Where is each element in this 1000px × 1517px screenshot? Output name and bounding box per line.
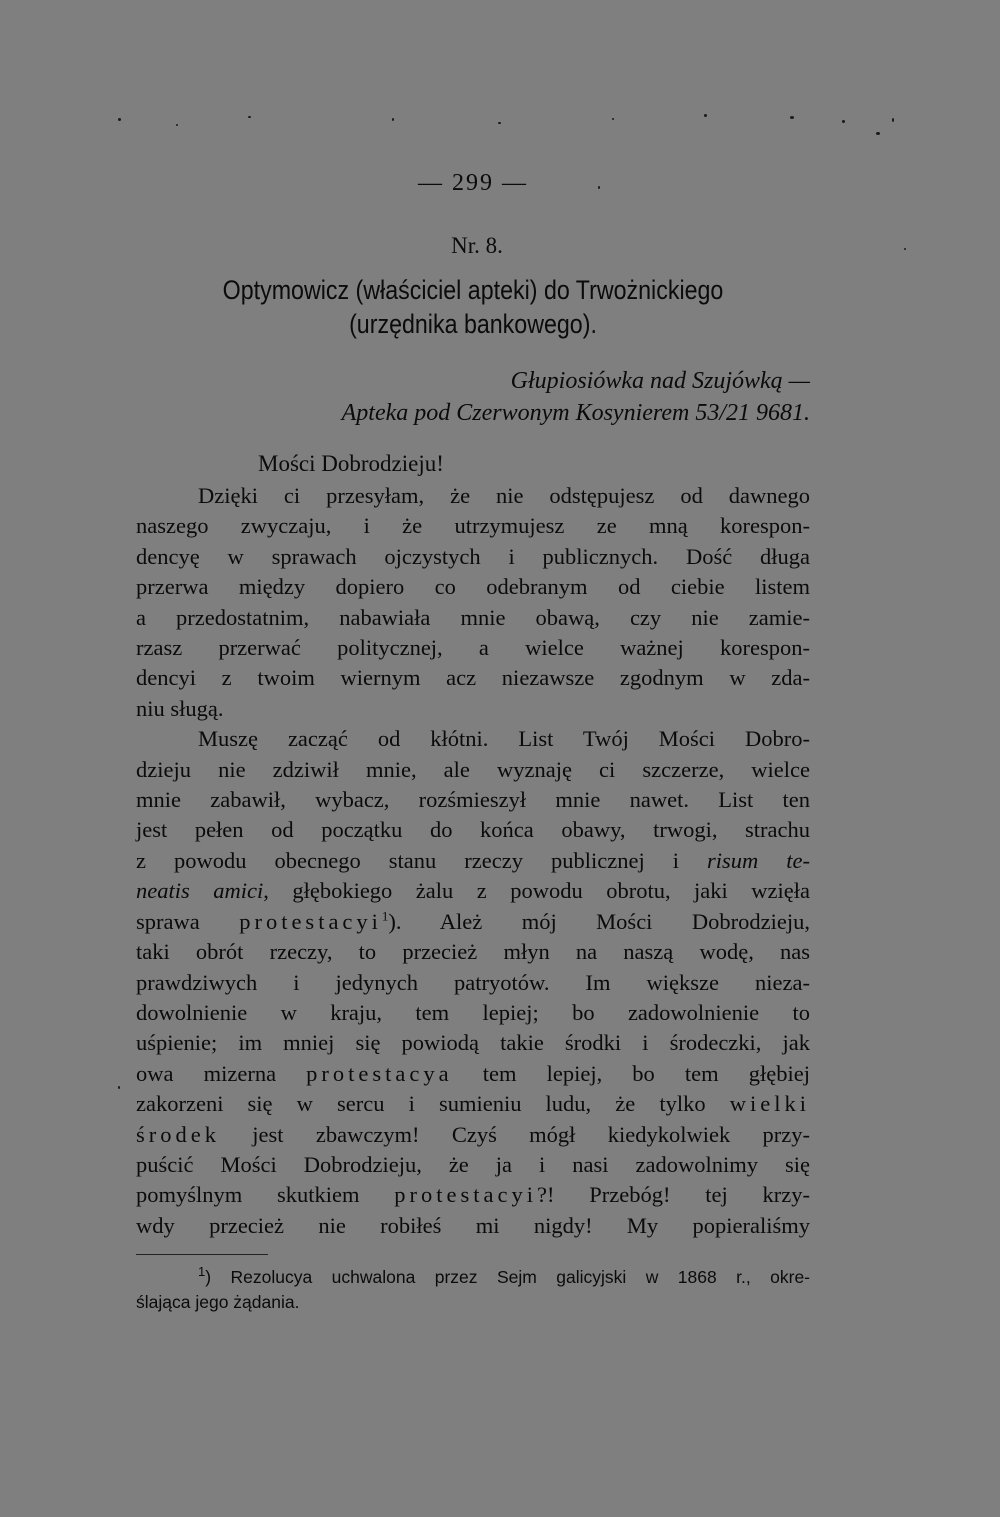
paragraph-line <box>136 907 810 937</box>
text-run: jest zbawczym! Czyś mógł kiedykolwiek przy- <box>220 1121 810 1147</box>
spaced-emphasis: wielki <box>729 1091 810 1117</box>
text-run: owa mizerna <box>136 1060 307 1086</box>
noise-speck <box>498 122 501 124</box>
noise-speck <box>612 118 614 120</box>
paragraph-line <box>136 846 810 876</box>
noise-speck <box>790 116 794 119</box>
text-run: sprawa <box>136 908 240 934</box>
noise-speck <box>392 118 394 121</box>
paragraph-line <box>136 1059 810 1089</box>
footnote-marker: 1 <box>198 1264 206 1280</box>
paragraph-line: rzasz przerwać politycznej, a wielce ważnej korespon- <box>136 635 810 661</box>
paragraph-line: uśpienie; im mniej się powiodą takie środki i środeczki, jak <box>136 1030 810 1056</box>
page-number: — 299 — <box>418 170 528 196</box>
footnote <box>136 1265 810 1315</box>
text-run: tem lepiej, bo tem głębiej <box>452 1060 810 1086</box>
heading-line-2: (urzędnika bankowego). <box>349 309 597 339</box>
paragraph-line: jest pełen od początku do końca obawy, trwogi, strachu <box>136 817 810 843</box>
paragraph-2 <box>136 724 810 1241</box>
latin-phrase: neatis amici <box>136 878 264 904</box>
letter-location <box>136 365 810 429</box>
paragraph-line: Dzięki ci przesyłam, że nie odstępujesz od dawnego <box>198 483 810 508</box>
text-run: zakorzeni się w sercu i sumieniu ludu, że tylko <box>136 1091 730 1117</box>
paragraph-line <box>136 1089 810 1119</box>
paragraph-line: dencyę w sprawach ojczystych i publicznych. Dość długa <box>136 543 810 569</box>
paragraph-line: puścić Mości Dobrodzieju, że ja i nasi zadowolnimy się <box>136 1151 810 1177</box>
text-run: , głębokiego żalu z powodu obrotu, jaki wzięła <box>263 878 810 904</box>
latin-phrase: risum te- <box>706 847 810 873</box>
text-run: ) Rezolucya uchwalona przez Sejm galicyjski w 1868 r., okre- <box>205 1267 810 1288</box>
spaced-emphasis: środek <box>136 1121 220 1147</box>
spaced-emphasis: protestacyi <box>239 908 382 934</box>
noise-speck <box>118 118 121 121</box>
paragraph-1 <box>136 481 810 724</box>
noise-speck <box>248 116 251 118</box>
footnote-line: ślająca jego żądania. <box>136 1292 300 1313</box>
paragraph-line <box>136 1180 810 1210</box>
paragraph-line: mnie zabawił, wybacz, rozśmieszył mnie nawet. List ten <box>136 787 810 813</box>
noise-speck <box>176 124 178 126</box>
paragraph-line: przerwa między dopiero co odebranym od ciebie listem <box>136 574 810 600</box>
letter-heading <box>183 273 763 341</box>
noise-speck <box>118 1086 120 1089</box>
paragraph-line: a przedostatnim, nabawiała mnie obawą, czy nie zamie- <box>136 604 810 630</box>
paragraph-line: niu sługą. <box>136 695 224 721</box>
location-line-2: Apteka pod Czerwonym Kosynierem 53/21 9681. <box>341 400 810 426</box>
paragraph-line <box>136 1120 810 1150</box>
paragraph-line <box>136 876 810 906</box>
spaced-emphasis: protestacya <box>306 1060 453 1086</box>
footnote-divider <box>136 1254 268 1255</box>
noise-speck <box>876 132 880 135</box>
paragraph-line: prawdziwych i jedynych patryotów. Im większe nieza- <box>136 969 810 995</box>
book-page <box>136 170 810 1315</box>
text-run: pomyślnym skutkiem <box>136 1182 395 1208</box>
spaced-emphasis: protestacyi <box>394 1182 538 1208</box>
heading-line-1: Optymowicz (właściciel apteki) do Trwożnickiego <box>222 275 724 305</box>
text-run: z powodu obecnego stanu rzeczy publicznej i <box>136 847 707 873</box>
paragraph-line: taki obrót rzeczy, to przecież młyn na naszą wodę, nas <box>136 939 810 965</box>
document-number: Nr. 8. <box>451 233 503 258</box>
text-run: ). Ależ mój Mości Dobrodzieju, <box>388 908 810 934</box>
noise-speck <box>704 114 707 117</box>
noise-speck <box>892 118 894 122</box>
paragraph-line: dencyi z twoim wiernym acz niezawsze zgodnym w zda- <box>136 665 810 691</box>
salutation: Mości Dobrodzieju! <box>258 451 444 476</box>
footnote-marker: 1 <box>381 908 389 924</box>
text-run: ?! Przebóg! tej krzy- <box>537 1182 810 1208</box>
paragraph-line: dowolnienie w kraju, tem lepiej; bo zadowolnienie to <box>136 999 810 1025</box>
paragraph-line: naszego zwyczaju, i że utrzymujesz ze mną korespon- <box>136 513 810 539</box>
paragraph-line: dzieju nie zdziwił mnie, ale wyznaję ci szczerze, wielce <box>136 756 810 782</box>
location-line-1: Głupiosiówka nad Szujówką — <box>510 368 810 394</box>
paragraph-line: wdy przecież nie robiłeś mi nigdy! My popieraliśmy <box>136 1212 810 1238</box>
footnote-line <box>136 1265 810 1290</box>
noise-speck <box>842 120 845 123</box>
noise-speck <box>904 248 906 250</box>
paragraph-line: Muszę zacząć od kłótni. List Twój Mości Dobro- <box>198 726 810 752</box>
